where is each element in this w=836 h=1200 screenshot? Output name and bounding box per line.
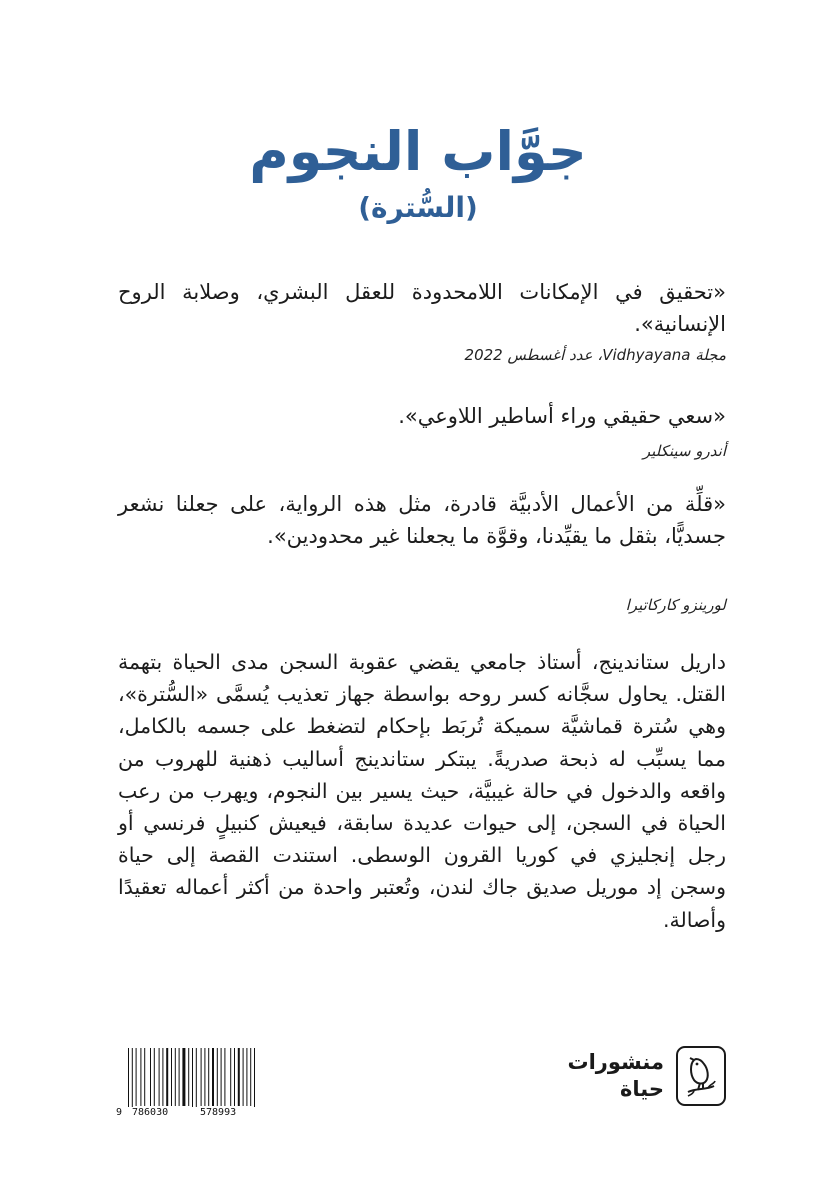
barcode-bar xyxy=(234,1048,235,1106)
barcode-bar xyxy=(166,1048,168,1106)
barcode-bar xyxy=(208,1048,209,1106)
barcode-bar xyxy=(204,1048,205,1106)
barcode-number xyxy=(116,1107,262,1121)
bird-on-branch-icon xyxy=(676,1046,726,1106)
barcode-bar xyxy=(162,1048,163,1106)
quote-2-text: «سعي حقيقي وراء أساطير اللاوعي». xyxy=(398,404,726,428)
book-title: جوَّاب النجوم xyxy=(249,120,587,183)
barcode-digit-prefix: 9 xyxy=(116,1107,123,1118)
barcode-bars-icon xyxy=(116,1048,262,1110)
quote-3-source: لورينزو كاركاتيرا xyxy=(625,596,726,614)
barcode-bar xyxy=(179,1048,180,1106)
barcode-bar xyxy=(154,1048,155,1106)
barcode-bar xyxy=(188,1048,189,1106)
barcode-bar xyxy=(175,1048,176,1106)
barcode-bar xyxy=(182,1048,185,1106)
barcode-bar xyxy=(224,1048,225,1106)
barcode-bar xyxy=(128,1048,129,1110)
barcode-bar xyxy=(196,1048,197,1110)
barcode-bar xyxy=(230,1048,231,1106)
barcode-bar xyxy=(254,1048,255,1110)
publisher-name-line1: منشورات xyxy=(567,1050,664,1074)
barcode-bar xyxy=(140,1048,141,1106)
quote-2-source: أندرو سينكلير xyxy=(642,442,726,460)
book-blurb: داريل ستاندينج، أستاذ جامعي يقضي عقوبة السجن مدى الحياة بتهمة القتل. يحاول سجَّانه كسر روحه بواسطة جهاز تعذيب يُسمَّى «السُّترة»، وهي سُترة قماشيَّة سميكة تُربَط بإحكام لتضغط على جسمه بالكامل، مما يسبِّب له ذبحة صدريةً. يبتكر ستاندينج أساليب ذهنية للهروب من واقعه والدخول في حالة غيبيَّة، حيث يسير بين النجوم، ويهرب من رعب الحياة في السجن، إلى حيوات عديدة سابقة، فيعيش كنبيلٍ فرنسي أو رجل إنجليزي في كوريا القرون الوسطى. استندت القصة إلى حياة وسجن إد موريل صديق جاك لندن، وتُعتبر واحدة من أكثر أعماله تعقيدًا وأصالة. xyxy=(118,650,726,932)
barcode-bar xyxy=(171,1048,172,1106)
barcode-bar xyxy=(192,1048,193,1110)
barcode-bar xyxy=(201,1048,202,1106)
publisher-name xyxy=(568,1049,665,1103)
quote-1-text: «تحقيق في الإمكانات اللامحدودة للعقل البشري، وصلابة الروح الإنسانية». xyxy=(118,280,726,336)
quote-3-text: «قلِّة من الأعمال الأدبيَّة قادرة، مثل هذه الرواية، على جعلنا نشعر جسديًّا، بثقل ما يقيِّدنا، وقوَّة ما يجعلنا غير محدودين». xyxy=(118,492,726,548)
barcode-bar xyxy=(238,1048,240,1106)
barcode-bar xyxy=(221,1048,222,1106)
isbn-barcode xyxy=(116,1048,262,1122)
barcode-bar xyxy=(217,1048,218,1106)
barcode-digits-right: 578993 xyxy=(200,1107,237,1118)
publisher-mark xyxy=(568,1046,727,1106)
barcode-bar xyxy=(144,1048,145,1106)
barcode-bar xyxy=(159,1048,160,1106)
barcode-bar xyxy=(212,1048,214,1106)
barcode-bar xyxy=(246,1048,247,1106)
publisher-name-line2: حياة xyxy=(620,1077,664,1101)
barcode-bar xyxy=(243,1048,244,1106)
barcode-bar xyxy=(132,1048,133,1110)
barcode-bar xyxy=(136,1048,137,1106)
book-subtitle: (السُّترة) xyxy=(358,191,478,224)
barcode-digits-left: 786030 xyxy=(132,1107,169,1118)
barcode-bar xyxy=(250,1048,251,1106)
quote-1-source: مجلة Vidhyayana، عدد أغسطس 2022 xyxy=(464,346,726,364)
barcode-bar xyxy=(150,1048,151,1106)
